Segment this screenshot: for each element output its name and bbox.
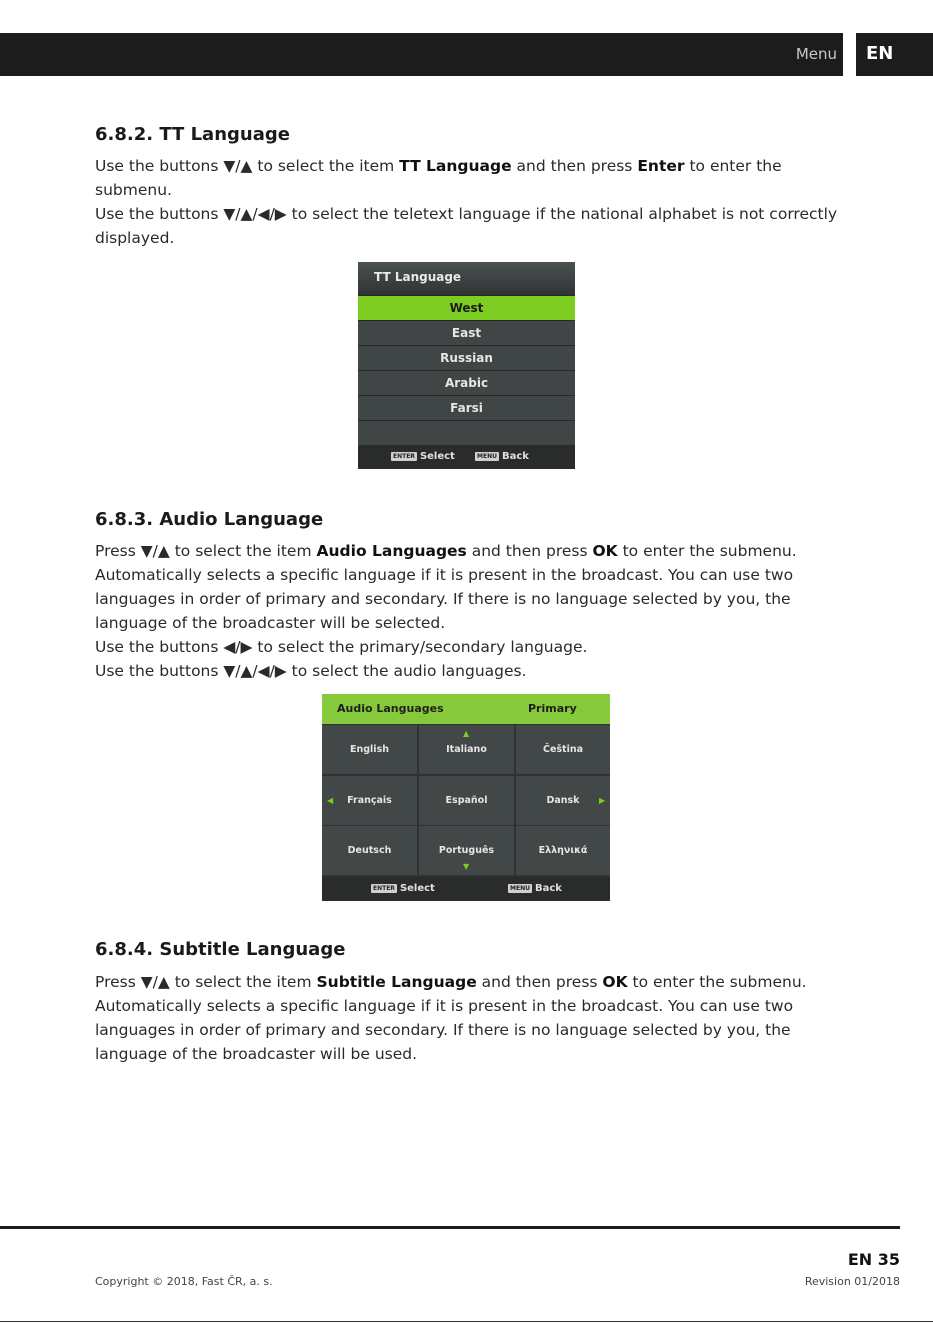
header-bar bbox=[0, 33, 843, 76]
tt-language-menu bbox=[358, 262, 575, 469]
bold-term: Audio Languages bbox=[316, 542, 467, 560]
tt-back-hint bbox=[475, 451, 529, 462]
tt-menu-footer bbox=[358, 445, 575, 469]
enter-key-icon: ENTER bbox=[373, 884, 395, 892]
audio-select-hint bbox=[371, 883, 435, 894]
bold-term: TT Language bbox=[399, 157, 512, 175]
audio-cell-espanol[interactable]: Español bbox=[419, 776, 514, 825]
audio-cell-cestina[interactable]: Čeština bbox=[516, 725, 610, 774]
menu-key-icon: MENU bbox=[510, 884, 530, 892]
audio-menu-footer bbox=[322, 877, 610, 901]
audio-menu-mode[interactable]: Primary bbox=[528, 702, 577, 715]
arrow-left-icon: ◀ bbox=[327, 796, 334, 805]
back-label: Back bbox=[534, 883, 562, 894]
tt-menu-item-west[interactable]: West bbox=[358, 295, 575, 320]
audio-paragraph-4: Use the buttons ▼/▲/◀/▶ to select the audio languages. bbox=[95, 662, 527, 680]
bold-key: Enter bbox=[637, 157, 685, 175]
language-badge bbox=[856, 33, 933, 76]
audio-back-hint bbox=[508, 883, 562, 894]
subtitle-paragraph-1 bbox=[95, 970, 855, 994]
menu-key-icon: MENU bbox=[477, 452, 497, 460]
text: Press ▼/▲ to select the item bbox=[95, 973, 317, 991]
text: to enter the submenu. bbox=[95, 157, 782, 199]
text: to enter the submenu. bbox=[627, 973, 807, 991]
text: and then press bbox=[511, 157, 638, 175]
tt-select-hint bbox=[391, 451, 455, 462]
page-bottom-line bbox=[0, 1321, 933, 1322]
language-badge-label: EN bbox=[866, 43, 894, 64]
subtitle-paragraph-2: Automatically selects a specific language if it is present in the broadcast. You can use two languages in order of primary and secondary. If there is no language selected by you, the language of the broadcaster will be used. bbox=[95, 997, 794, 1063]
audio-cell-francais[interactable]: Français bbox=[322, 776, 417, 825]
tt-menu-item-east[interactable]: East bbox=[358, 320, 575, 345]
tt-menu-item-farsi[interactable]: Farsi bbox=[358, 395, 575, 420]
section-title-tt-language: 6.8.2. TT Language bbox=[95, 124, 290, 145]
tt-paragraph-1 bbox=[95, 154, 855, 202]
text: and then press bbox=[466, 542, 593, 560]
text: Use the buttons ▼/▲ to select the item bbox=[95, 157, 400, 175]
tt-menu-item-arabic[interactable]: Arabic bbox=[358, 370, 575, 395]
audio-menu-title: Audio Languages bbox=[337, 702, 444, 715]
text: to enter the submenu. bbox=[617, 542, 797, 560]
enter-key-icon: ENTER bbox=[393, 452, 415, 460]
tt-menu-title: TT Language bbox=[358, 262, 575, 295]
audio-menu-header bbox=[322, 694, 610, 724]
tt-menu-item-russian[interactable]: Russian bbox=[358, 345, 575, 370]
page-number: EN 35 bbox=[847, 1250, 900, 1269]
arrow-right-icon: ▶ bbox=[599, 796, 606, 805]
select-label: Select bbox=[419, 451, 455, 462]
audio-cell-greek[interactable]: Ελληνικά bbox=[516, 826, 610, 875]
audio-cell-dansk[interactable]: Dansk bbox=[516, 776, 610, 825]
text: and then press bbox=[476, 973, 603, 991]
audio-language-grid bbox=[322, 725, 610, 875]
audio-cell-english[interactable]: English bbox=[322, 725, 417, 774]
audio-cell-italiano[interactable]: Italiano bbox=[419, 725, 514, 774]
audio-cell-deutsch[interactable]: Deutsch bbox=[322, 826, 417, 875]
footer-rule bbox=[0, 1226, 900, 1229]
audio-paragraph-2: Automatically selects a specific language if it is present in the broadcast. You can use two languages in order of primary and secondary. If there is no language selected by you, the language of the broadcaster will be selected. bbox=[95, 566, 794, 632]
audio-languages-menu bbox=[322, 694, 610, 901]
bold-key: OK bbox=[602, 973, 628, 991]
arrow-up-icon: ▲ bbox=[463, 729, 470, 738]
header-section-label: Menu bbox=[795, 45, 837, 63]
audio-cell-portugues[interactable]: Português bbox=[419, 826, 514, 875]
select-label: Select bbox=[399, 883, 435, 894]
section-title-audio-language: 6.8.3. Audio Language bbox=[95, 509, 324, 530]
revision-text: Revision 01/2018 bbox=[804, 1275, 900, 1288]
bold-term: Subtitle Language bbox=[316, 973, 477, 991]
text: Press ▼/▲ to select the item bbox=[95, 542, 317, 560]
audio-paragraph-1 bbox=[95, 539, 855, 563]
back-label: Back bbox=[501, 451, 529, 462]
audio-paragraph-3: Use the buttons ◀/▶ to select the primary/secondary language. bbox=[95, 638, 588, 656]
copyright-text: Copyright © 2018, Fast ČR, a. s. bbox=[95, 1275, 273, 1288]
tt-paragraph-2: Use the buttons ▼/▲/◀/▶ to select the teletext language if the national alphabet is not correctly displayed. bbox=[95, 205, 838, 247]
arrow-down-icon: ▼ bbox=[463, 862, 470, 871]
section-title-subtitle-language: 6.8.4. Subtitle Language bbox=[95, 939, 346, 960]
tt-menu-empty-row bbox=[358, 420, 575, 446]
bold-key: OK bbox=[592, 542, 618, 560]
